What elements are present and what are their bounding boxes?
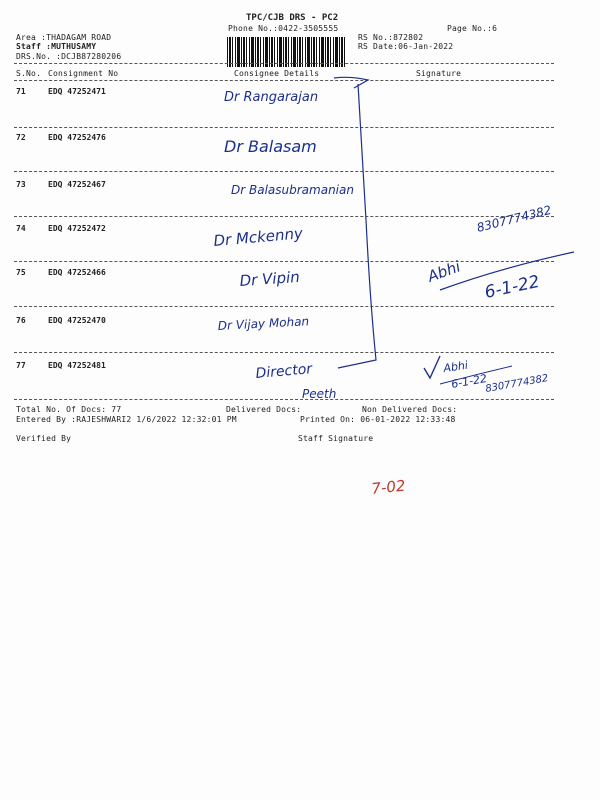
row-consignment: EDQ 47252467 — [48, 180, 106, 189]
col-consignee-details: Consignee Details — [234, 69, 320, 78]
staff-signature: Staff Signature — [298, 434, 374, 443]
row-sno: 71 — [16, 87, 26, 96]
row-consignment: EDQ 47252471 — [48, 87, 106, 96]
handwritten-name: Dr Vijay Mohan — [217, 314, 310, 333]
row-consignment: EDQ 47252466 — [48, 268, 106, 277]
row-consignment: EDQ 47252476 — [48, 133, 106, 142]
handwritten-date: 6-1-22 — [482, 271, 542, 303]
phone-number: Phone No.:0422-3505555 — [228, 24, 339, 33]
row-consignment: EDQ 47252472 — [48, 224, 106, 233]
entered-by: Entered By :RAJESHWARI2 1/6/2022 12:32:01 PM — [16, 415, 237, 424]
handwritten-date: 6-1-22 — [450, 371, 488, 391]
handwritten-phone: 8307774382 — [484, 373, 550, 395]
handwritten-name: Peeth — [302, 387, 337, 401]
row-sno: 77 — [16, 361, 26, 370]
rs-date: RS Date:06-Jan-2022 — [358, 42, 454, 51]
printed-on: Printed On: 06-01-2022 12:33:48 — [300, 415, 456, 424]
row-sno: 72 — [16, 133, 26, 142]
handwritten-name: Dr Vipin — [239, 267, 301, 290]
bracket-stroke — [334, 77, 376, 368]
area-label: Area :THADAGAM ROAD — [16, 33, 112, 42]
drs-number: DRS.No. :DCJB87280206 — [16, 52, 122, 61]
rs-number: RS No.:872802 — [358, 33, 424, 42]
row-sno: 73 — [16, 180, 26, 189]
col-sno: S.No. — [16, 69, 42, 78]
col-signature: Signature — [416, 69, 462, 78]
handwritten-name: Director — [254, 361, 313, 382]
handwritten-name: Dr Rangarajan — [224, 90, 319, 105]
row-consignment: EDQ 47252470 — [48, 316, 106, 325]
document-title: TPC/CJB DRS - PC2 — [246, 13, 339, 23]
check-mark-icon — [424, 356, 440, 378]
row-sno: 76 — [16, 316, 26, 325]
handwritten-name: Dr Mckenny — [212, 224, 304, 250]
handwritten-phone: 8307774382 — [475, 202, 553, 235]
red-handwritten-mark: 7-02 — [370, 476, 407, 498]
col-consignment: Consignment No — [48, 69, 119, 78]
verified-by: Verified By — [16, 434, 72, 443]
staff-label: Staff :MUTHUSAMY — [16, 42, 97, 51]
page-number: Page No.:6 — [447, 24, 498, 33]
handwritten-name: Dr Balasubramanian — [231, 183, 354, 197]
row-sno: 74 — [16, 224, 26, 233]
delivered-docs: Delivered Docs: — [226, 405, 302, 414]
non-delivered-docs: Non Delivered Docs: — [362, 405, 458, 414]
handwritten-name: Dr Balasam — [224, 137, 317, 156]
handwritten-signature: Abhi — [425, 257, 463, 286]
row-consignment: EDQ 47252481 — [48, 361, 106, 370]
row-sno: 75 — [16, 268, 26, 277]
handwritten-signature: Abhi — [442, 358, 469, 375]
total-docs: Total No. Of Docs: 77 — [16, 405, 122, 414]
